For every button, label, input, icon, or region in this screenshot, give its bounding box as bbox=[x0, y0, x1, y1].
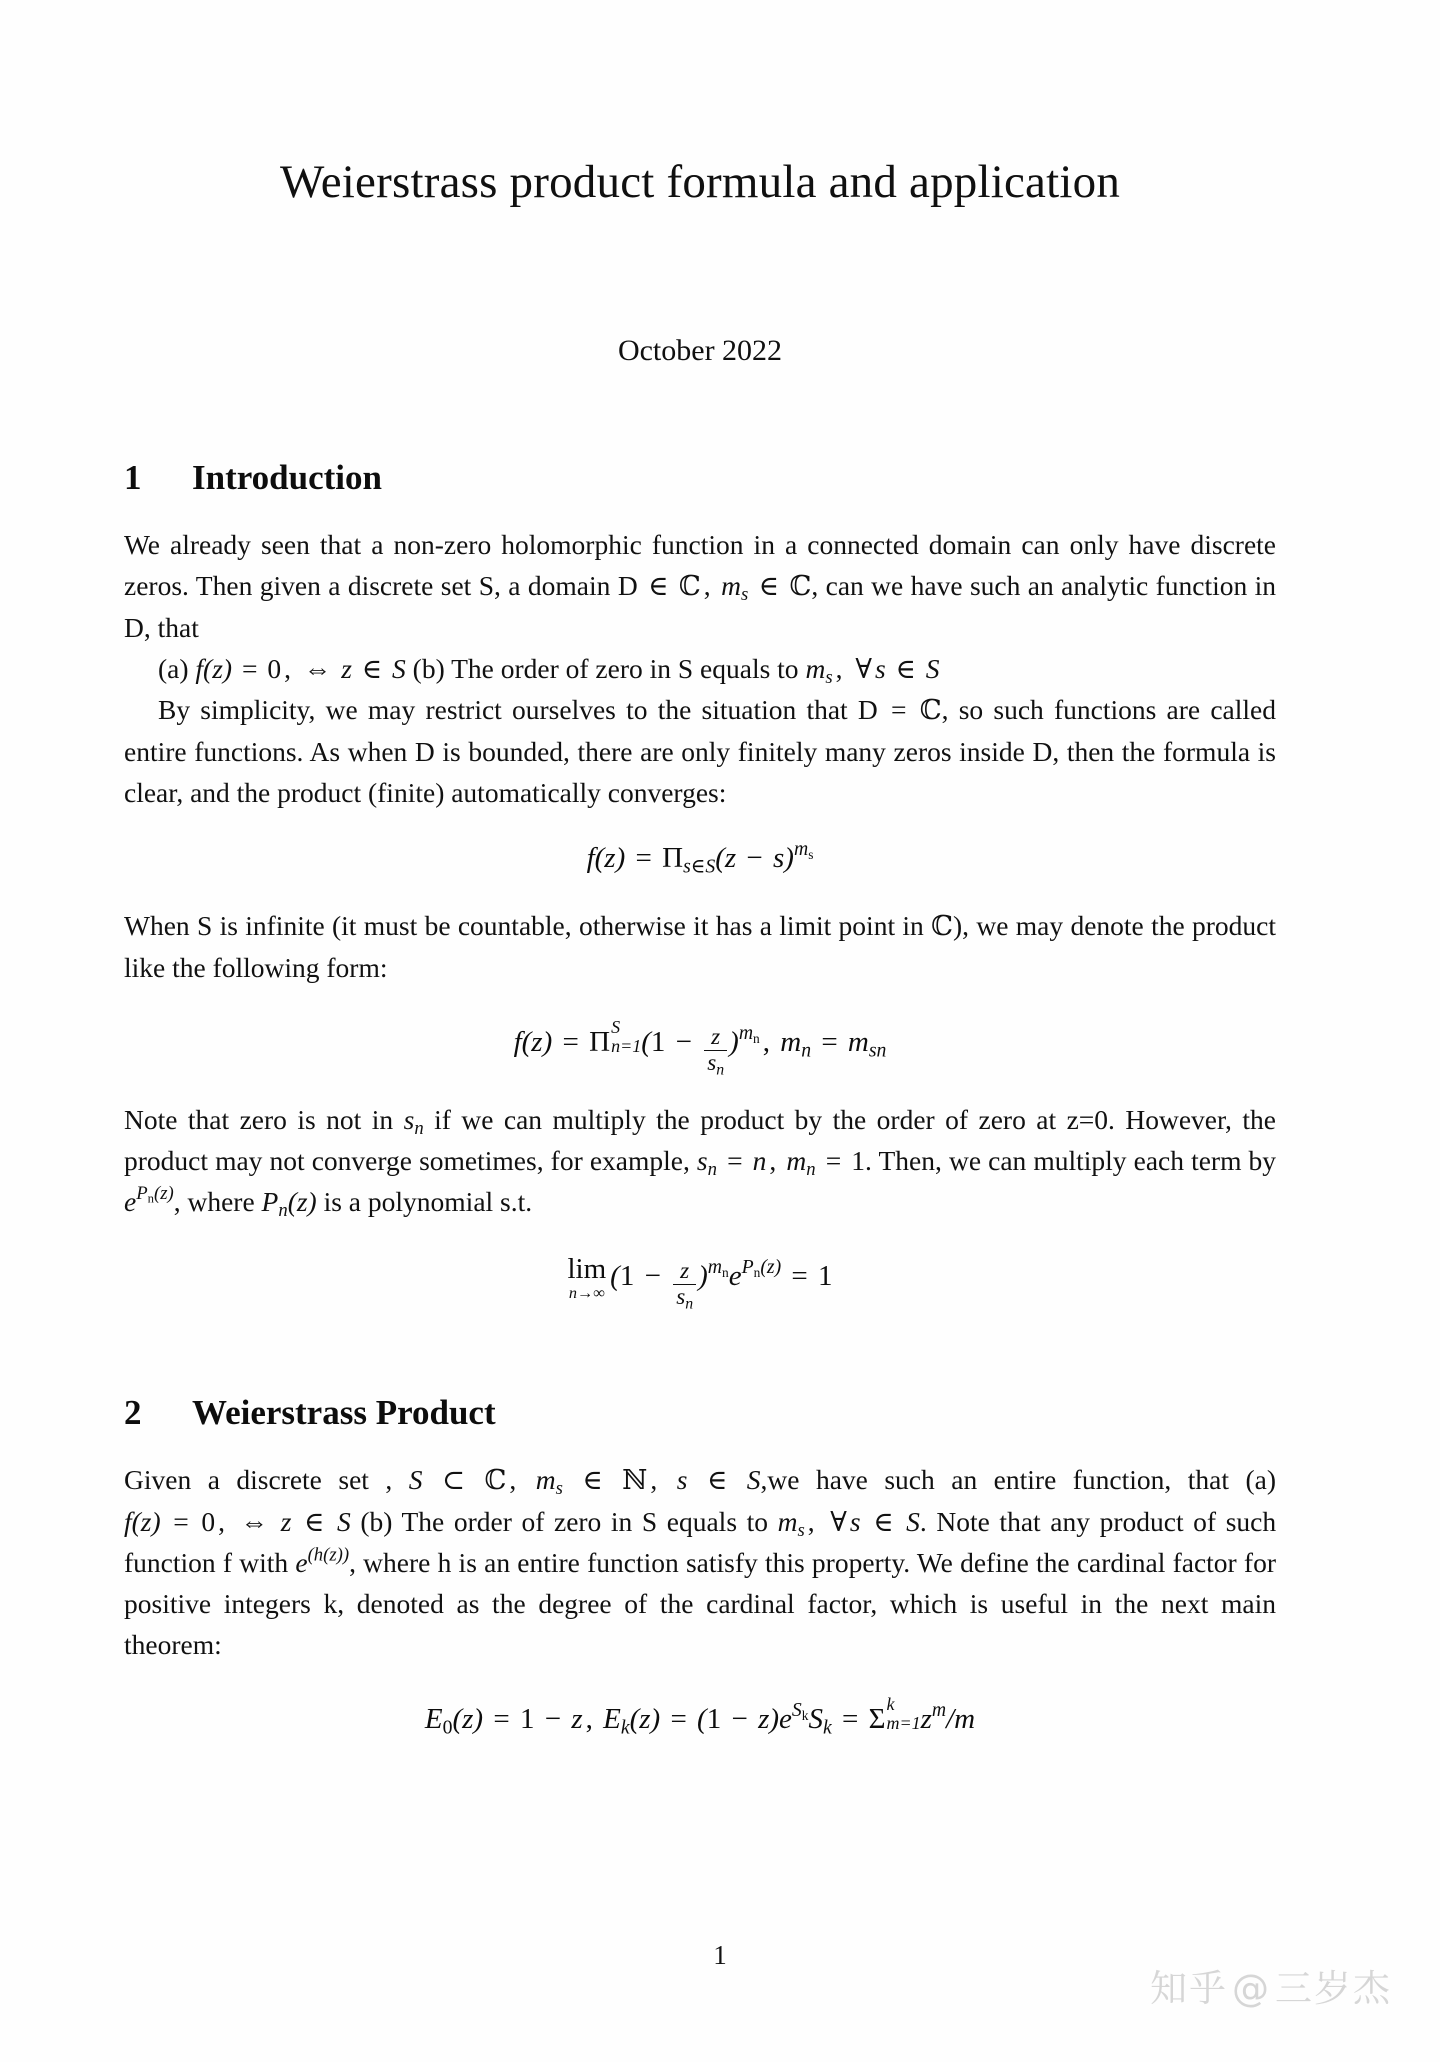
math-equation-3: lim n→∞ (1 − $\frac{z}{s_n}$ )$^{m_n}e^{P_n(z)} = 1$ bbox=[567, 1252, 833, 1313]
math-condition-a: f(z) = 0 , ⇔ z ∈ S bbox=[195, 653, 406, 685]
math-condition-b: $m_s$ , ∀ s ∈ S bbox=[805, 653, 940, 689]
section-number: 1 bbox=[124, 458, 142, 498]
text-run: , where bbox=[173, 1186, 262, 1218]
math-inline-complex: ℂ bbox=[789, 570, 812, 603]
section-title: Weierstrass Product bbox=[192, 1393, 496, 1433]
text-run: By simplicity, we may restrict ourselves to the situation that bbox=[158, 694, 858, 726]
paragraph-intro-simplicity bbox=[124, 689, 1276, 813]
paragraph-infinite-set bbox=[124, 905, 1276, 988]
label-a: (a) bbox=[158, 653, 196, 685]
text-run: we may denote the product like the following form: bbox=[124, 909, 1276, 983]
math-domain-equals-c: D = ℂ bbox=[857, 694, 942, 727]
text-run: is a polynomial s.t. bbox=[316, 1186, 533, 1218]
paragraph-weierstrass-1 bbox=[124, 1459, 1276, 1665]
text-run: functions are called entire functions. As when D is bounded, there are only finitely many zeros inside D, then the formula is clear, and the product (finite) automatically converges: bbox=[124, 694, 1276, 809]
label-a: (a) bbox=[1245, 1464, 1277, 1496]
watermark bbox=[1150, 1958, 1392, 2012]
section-number: 2 bbox=[124, 1393, 142, 1433]
text-run: We already seen that a non-zero holomorphic function in a connected domain bbox=[124, 529, 1012, 561]
math-condition-a-2: f(z) = 0 , ⇔ z ∈ S bbox=[124, 1506, 351, 1538]
text-run: , where h is an entire function satisfy this property. We define the cardinal factor for positive integers k, denoted as the degree of the cardinal factor, which is useful in the next main theorem: bbox=[124, 1547, 1276, 1661]
text-run: Note that zero is not in bbox=[124, 1104, 404, 1136]
text-run: (b) The order of zero in S equals to bbox=[350, 1506, 778, 1538]
math-equation-1: $f(z) = \Pi_{s\in S}(z - s)^{m_s}$ bbox=[586, 837, 814, 878]
section-title: Introduction bbox=[192, 458, 382, 498]
text-run: (b) The order of zero in S equals to bbox=[405, 653, 806, 685]
math-discrete-set: S ⊂ ℂ , $m_s$ ∈ ℕ , s ∈ S bbox=[408, 1464, 761, 1500]
watermark-username: 三岁杰 bbox=[1275, 1967, 1392, 2010]
text-run: , so such bbox=[941, 694, 1044, 726]
section-heading-introduction bbox=[124, 458, 1276, 498]
page-title: Weierstrass product formula and application bbox=[279, 156, 1121, 208]
math-inline-domain: D ∈ ℂ , $m_s$ ∈ bbox=[617, 570, 780, 606]
text-run: . Then, we can multiply each term by bbox=[865, 1145, 1277, 1177]
page-number: 1 bbox=[713, 1940, 727, 1970]
math-exp-pn: $e^{P_n(z)}$ bbox=[124, 1183, 174, 1218]
text-run: When S is infinite (it must be countable, otherwise it has a limit point in bbox=[124, 909, 932, 941]
math-sn-eq-n: $s_n = n$ , $m_n = 1$ bbox=[696, 1145, 866, 1181]
text-run: . Note that bbox=[919, 1506, 1041, 1538]
page-content bbox=[124, 0, 1276, 1766]
equation-finite-product bbox=[124, 837, 1276, 878]
text-run: ), bbox=[953, 909, 970, 941]
section-heading-weierstrass-product bbox=[124, 1393, 1276, 1433]
math-exp-hz: $e^{(h(z))}$ bbox=[295, 1544, 350, 1579]
text-run: any product of such function f with bbox=[124, 1506, 1277, 1579]
text-run: Given a discrete set , bbox=[124, 1464, 409, 1496]
watermark-site: 知乎 bbox=[1150, 1967, 1228, 2010]
equation-cardinal-factor bbox=[124, 1694, 1276, 1739]
document-date: October 2022 bbox=[617, 334, 783, 368]
text-run: if we can multiply the product by the order of zero at z=0. However, the product may not converge sometimes, for example, bbox=[124, 1104, 1276, 1177]
paragraph-note-zero bbox=[124, 1099, 1276, 1222]
math-condition-b-2: $m_s$ , ∀ s ∈ S bbox=[777, 1506, 920, 1542]
watermark-at-symbol: @ bbox=[1232, 1967, 1271, 2010]
math-equation-2: f(z) = Π S n=1 (1 − $\frac{z}{s_n}$ )$^{m_n}$ , $m_n = m_{sn}$ bbox=[513, 1016, 887, 1079]
paragraph-intro-conditions bbox=[124, 648, 1276, 689]
equation-infinite-product bbox=[124, 1016, 1276, 1079]
text-run: ,we have such an entire function, that bbox=[760, 1464, 1229, 1496]
math-sn: $s_n$ bbox=[403, 1104, 424, 1140]
text-run: , can we have such an analytic function in D, that bbox=[124, 570, 1277, 644]
math-complex-plane: ℂ bbox=[931, 909, 954, 942]
math-equation-4: $E_0(z) = 1 - z$ , $E_k(z) = (1 - z)e^{S_k}S_k = \Sigma$ k m=1 $z^m/m$ bbox=[424, 1694, 976, 1739]
equation-limit bbox=[124, 1252, 1276, 1313]
paragraph-intro-1 bbox=[124, 524, 1276, 648]
text-run: can only have discrete zeros. Then given a discrete set S, a domain bbox=[124, 529, 1276, 602]
math-pn-z: $P_n(z)$ bbox=[261, 1186, 317, 1222]
